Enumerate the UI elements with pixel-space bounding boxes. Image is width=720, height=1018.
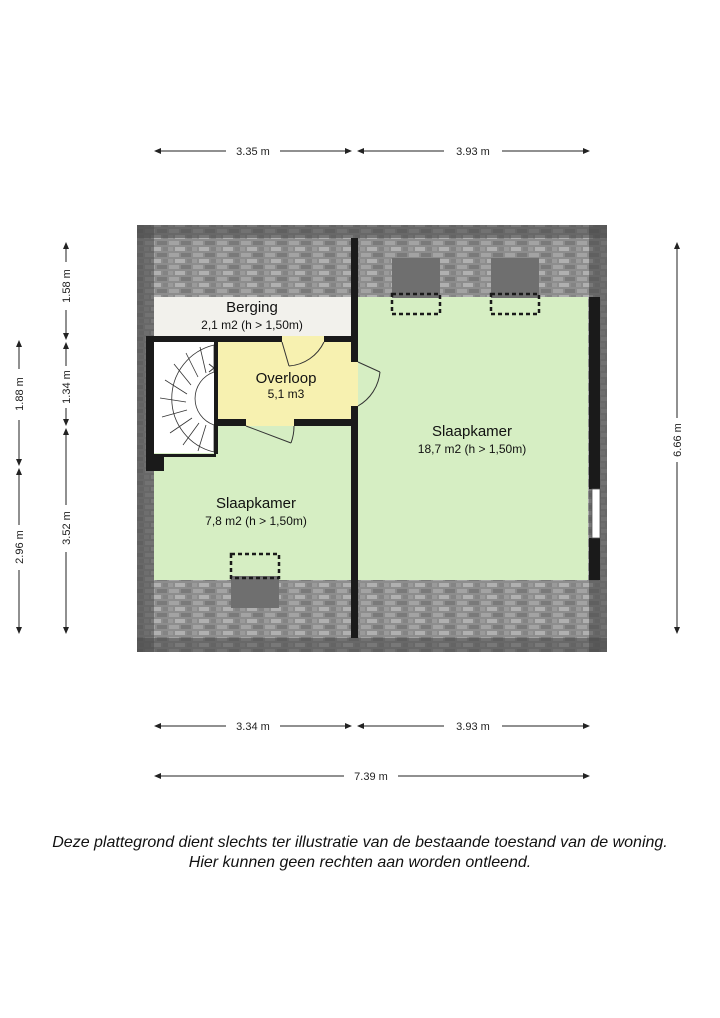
door-opening-overloop-top	[282, 336, 324, 342]
dim-bottom-right: 3.93 m	[456, 721, 490, 733]
room-name-slaapkamer-large: Slaapkamer	[431, 423, 513, 440]
roof-edge-bottom	[137, 638, 607, 652]
disclaimer-line-1: Deze plattegrond dient slechts ter illustratie van de bestaande toestand van de woning.	[52, 834, 668, 851]
dim-left-outer-2: 2.96 m	[14, 530, 26, 564]
dim-left-inner-2: 1.34 m	[61, 370, 73, 404]
room-name-overloop: Overloop	[255, 370, 317, 387]
roof-edge-top	[137, 225, 607, 238]
room-area-berging: 2,1 m2 (h > 1,50m)	[201, 318, 303, 332]
dim-top-right: 3.93 m	[456, 146, 490, 158]
dim-right: 6.66 m	[672, 423, 684, 457]
door-opening-bedroom-large	[351, 362, 358, 406]
room-area-slaapkamer-large: 18,7 m2 (h > 1,50m)	[417, 442, 527, 456]
disclaimer-line-2: Hier kunnen geen rechten aan worden ontleend.	[188, 854, 532, 871]
room-name-slaapkamer-small: Slaapkamer	[215, 495, 297, 512]
door-opening-bedroom-small	[246, 419, 294, 426]
room-area-slaapkamer-small: 7,8 m2 (h > 1,50m)	[205, 514, 307, 528]
dim-left-inner-1: 1.58 m	[61, 269, 73, 303]
dim-left-outer-1: 1.88 m	[14, 377, 26, 411]
dim-left-inner-3: 3.52 m	[61, 511, 73, 545]
dim-bottom-left: 3.34 m	[236, 721, 270, 733]
dim-bottom-total: 7.39 m	[354, 771, 388, 783]
room-area-overloop: 5,1 m3	[267, 387, 305, 401]
dim-top-left: 3.35 m	[236, 146, 270, 158]
window-right	[592, 489, 600, 538]
room-name-berging: Berging	[226, 299, 278, 316]
stairwell	[154, 342, 216, 453]
